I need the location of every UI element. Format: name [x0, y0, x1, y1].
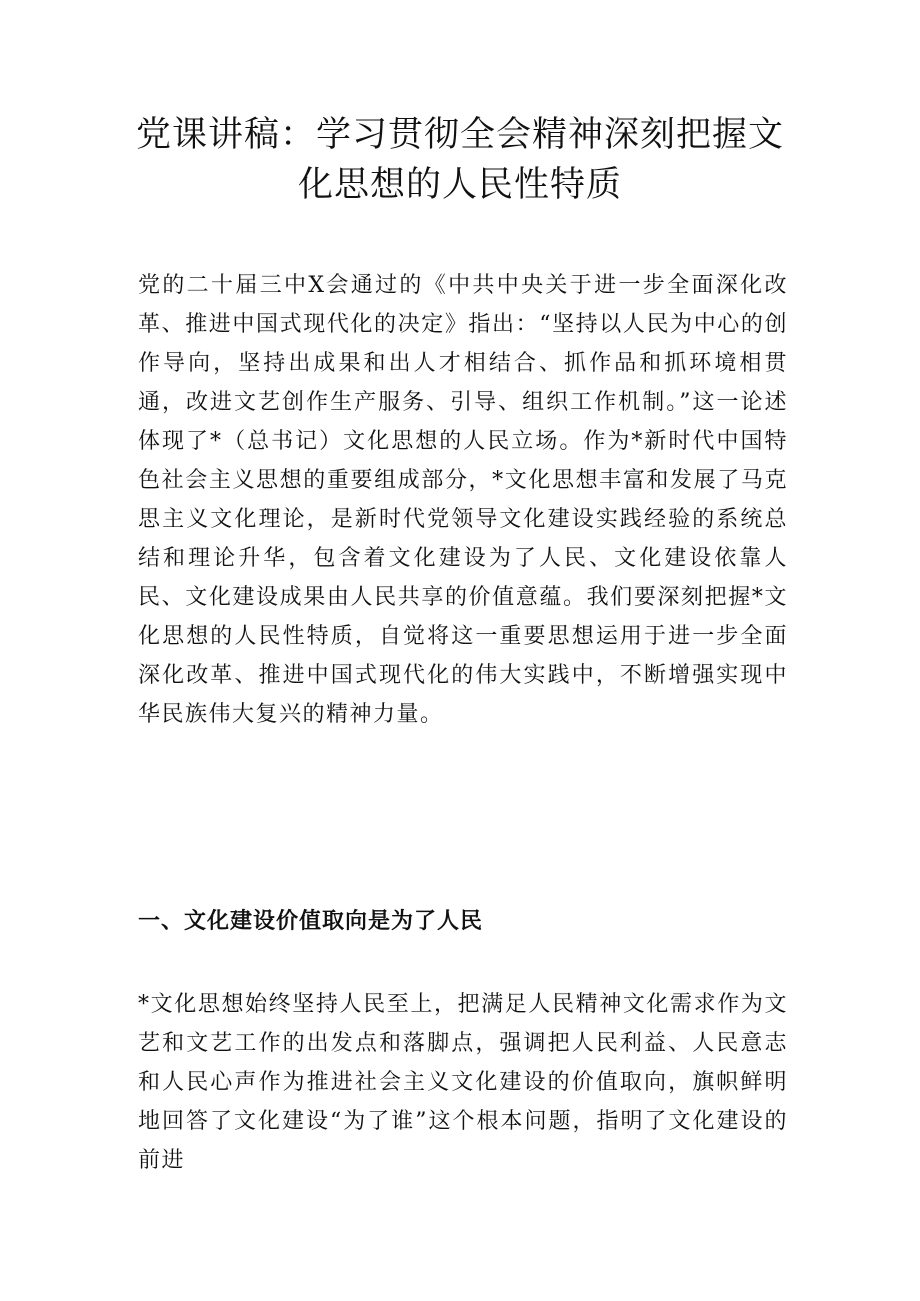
intro-paragraph: 党的二十届三中X会通过的《中共中央关于进一步全面深化改革、推进中国式现代化的决定》指出：“坚持以人民为中心的创作导向，坚持出成果和出人才相结合、抓作品和抓环境相贯通，改进文艺创作生产服务、引导、组织工作机制。”这一论述体现了*（总书记）文化思想的人民立场。作为*新时代中国特色社会主义思想的重要组成部分，*文化思想丰富和发展了马克思主义文化理论，是新时代党领导文化建设实践经验的系统总结和理论升华，包含着文化建设为了人民、文化建设依靠人民、文化建设成果由人民共享的价值意蕴。我们要深刻把握*文化思想的人民性特质，自觉将这一重要思想运用于进一步全面深化改革、推进中国式现代化的伟大实践中，不断增强实现中华民族伟大复兴的精神力量。 — [138, 273, 788, 727]
section-paragraph: *文化思想始终坚持人民至上，把满足人民精神文化需求作为文艺和文艺工作的出发点和落脚点，强调把人民利益、人民意志和人民心声作为推进社会主义文化建设的价值取向，旗帜鲜明地回答了文化建设“为了谁”这个根本问题，指明了文化建设的前进 — [138, 992, 788, 1173]
document-title: 党课讲稿：学习贯彻全会精神深刻把握文化思想的人民性特质 — [135, 115, 784, 205]
section-heading: 一、文化建设价值取向是为了人民 — [138, 909, 484, 934]
